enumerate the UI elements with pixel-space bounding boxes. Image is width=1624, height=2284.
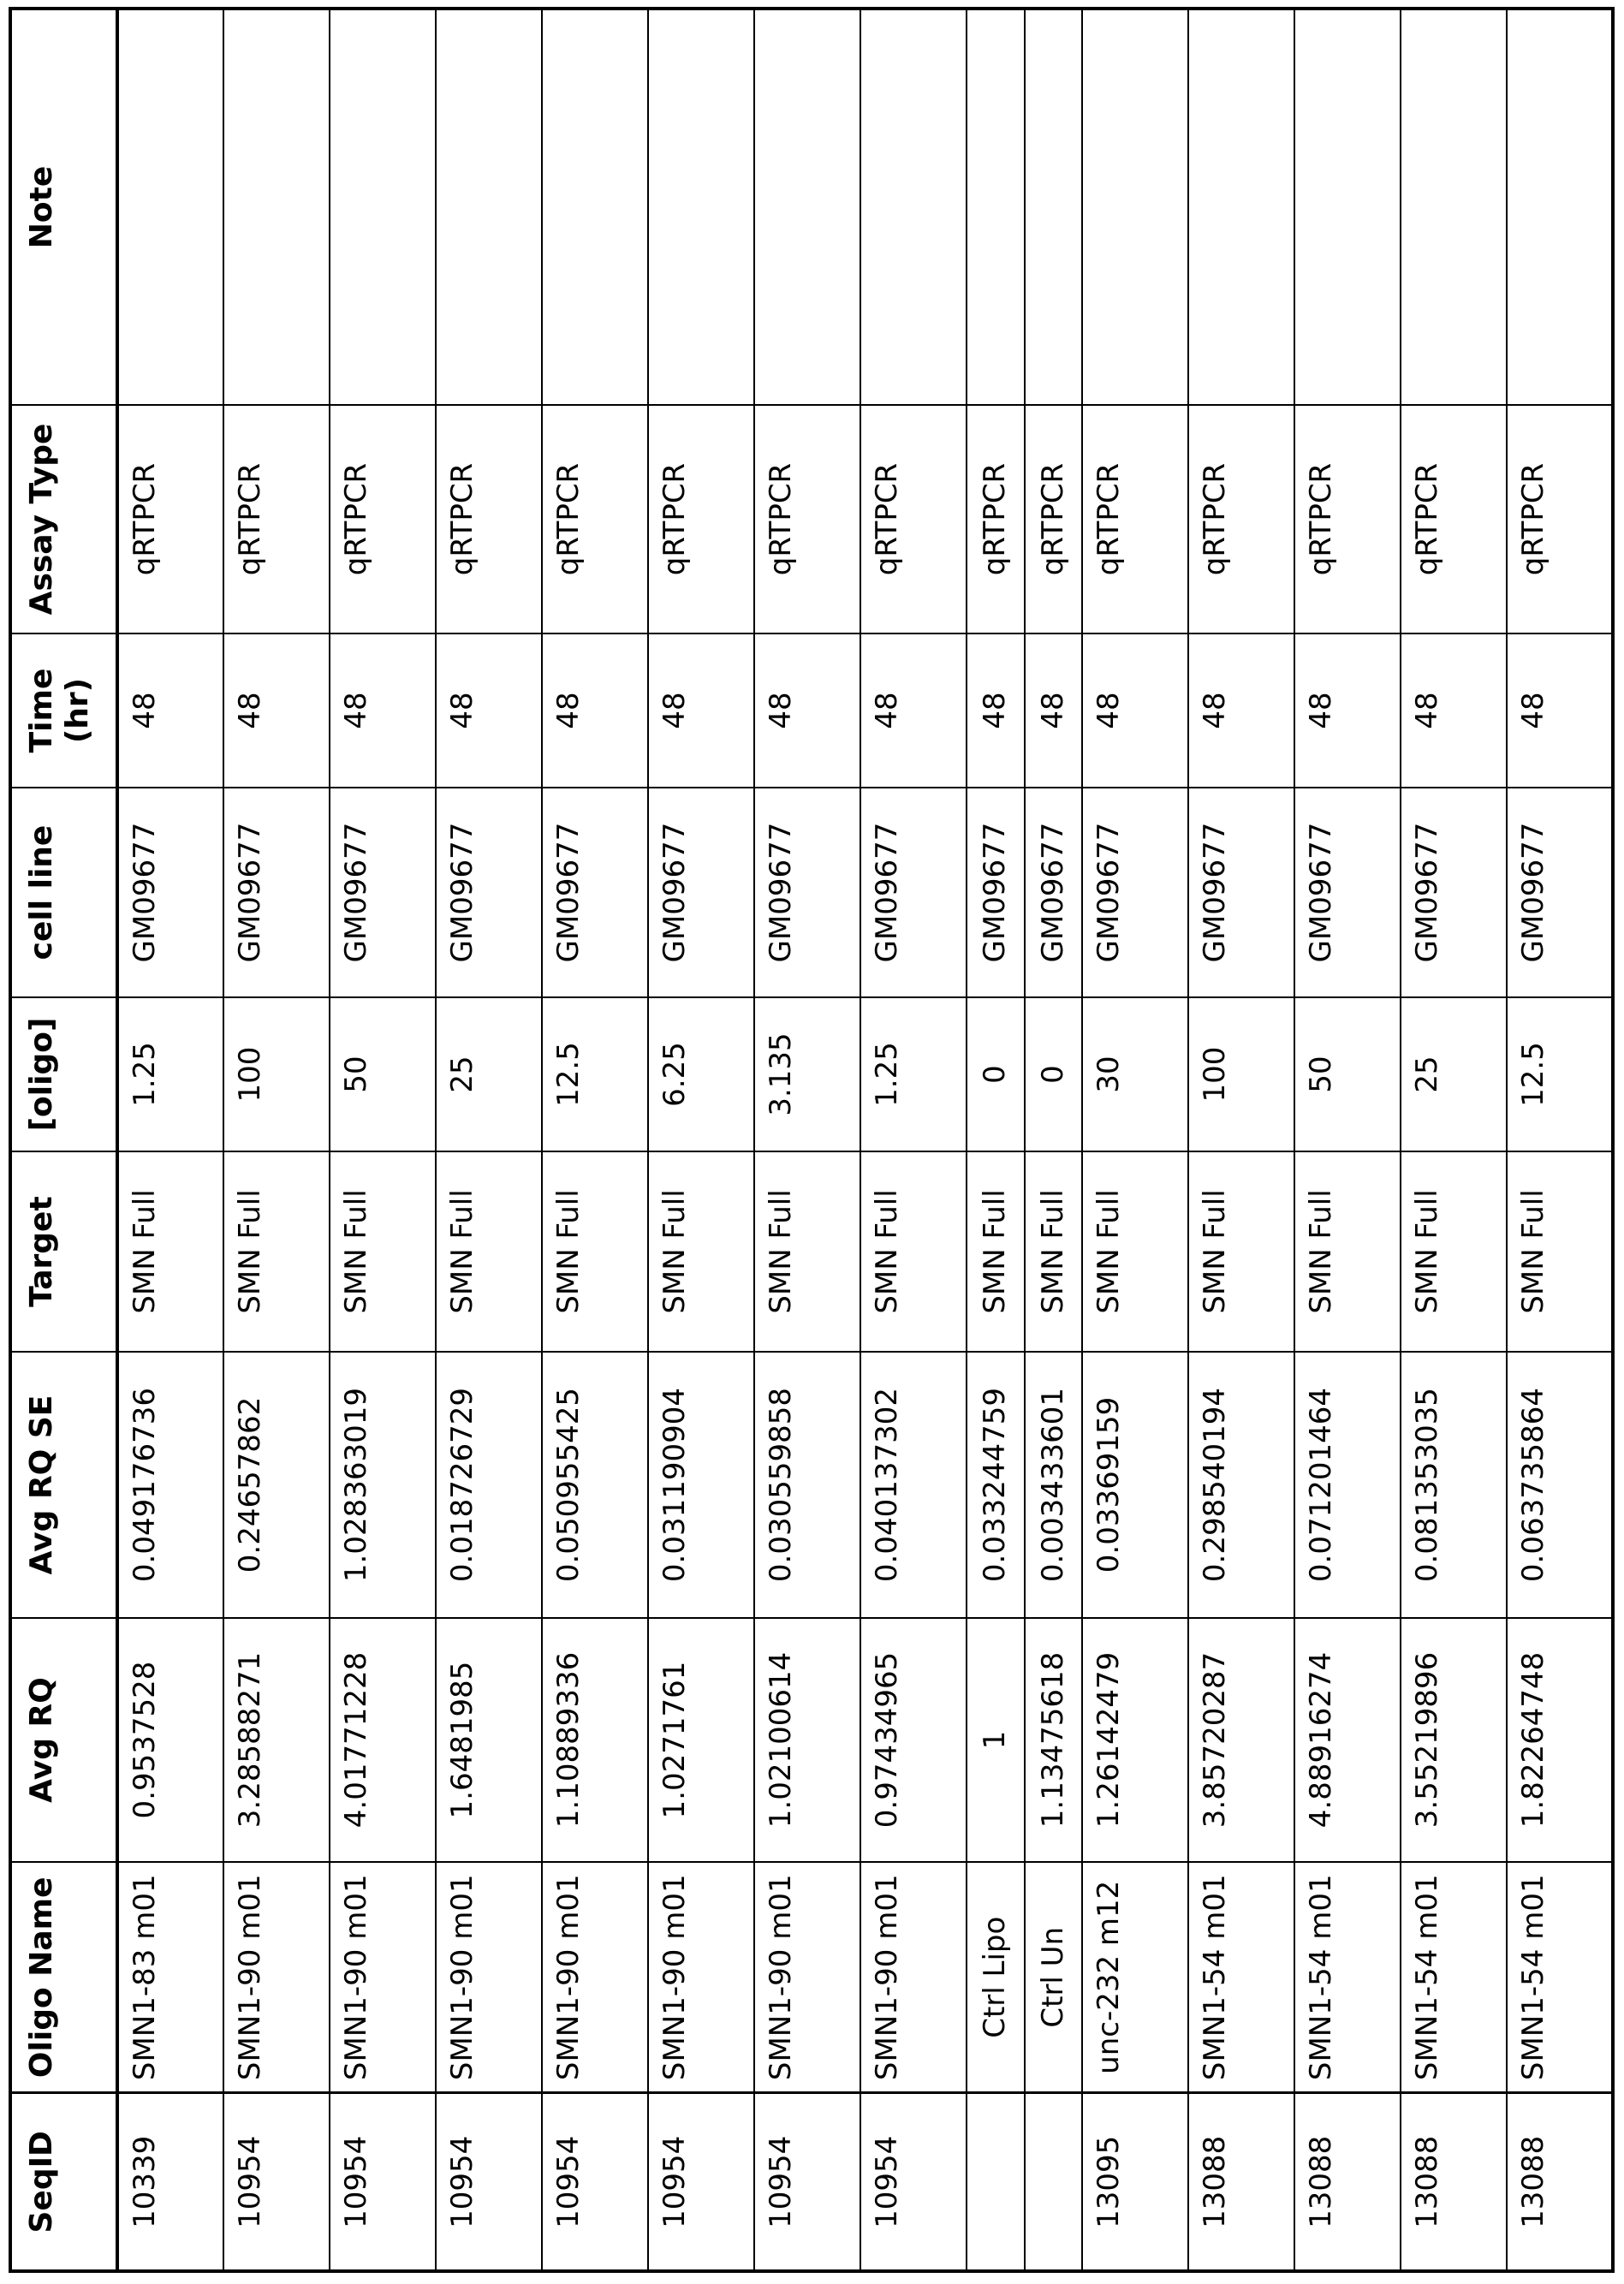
cell-target: SMN Full (330, 1151, 436, 1352)
header-cell-line: cell line (10, 788, 117, 997)
cell-time: 48 (648, 633, 754, 788)
cell-oligo-name: SMN1-90 m01 (648, 1862, 754, 2093)
cell-cell-line: GM09677 (436, 788, 542, 997)
cell-avg-rq: 1.6481985 (436, 1618, 542, 1862)
cell-oligo-conc: 50 (1294, 997, 1401, 1151)
header-time: Time (hr) (10, 633, 117, 788)
table-body (117, 9, 1613, 2271)
cell-cell-line: GM09677 (754, 788, 860, 997)
cell-time: 48 (754, 633, 860, 788)
cell-cell-line: GM09677 (648, 788, 754, 997)
table-row (223, 9, 330, 2271)
cell-oligo-conc: 1.25 (860, 997, 967, 1151)
cell-assay-type: qRTPCR (330, 405, 436, 633)
table-row (967, 9, 1025, 2271)
cell-time: 48 (1507, 633, 1613, 788)
cell-cell-line: GM09677 (1082, 788, 1188, 997)
rotated-table-container (9, 10, 1614, 2273)
table-row (860, 9, 967, 2271)
cell-oligo-name: SMN1-54 m01 (1507, 1862, 1613, 2093)
cell-avg-rq: 0.97434965 (860, 1618, 967, 1862)
cell-avg-rq-se: 0.031190904 (648, 1352, 754, 1618)
cell-assay-type: qRTPCR (117, 405, 223, 633)
cell-assay-type: qRTPCR (1401, 405, 1507, 633)
table-row (330, 9, 436, 2271)
cell-assay-type: qRTPCR (1507, 405, 1613, 633)
cell-oligo-name: SMN1-54 m01 (1188, 1862, 1294, 2093)
cell-seqid: 10954 (436, 2093, 542, 2271)
header-row (10, 9, 117, 2271)
cell-oligo-name: SMN1-83 m01 (117, 1862, 223, 2093)
cell-note (542, 9, 648, 405)
cell-oligo-name: SMN1-90 m01 (754, 1862, 860, 2093)
cell-cell-line: GM09677 (330, 788, 436, 997)
header-assay-type: Assay Type (10, 405, 117, 633)
cell-seqid: 10954 (223, 2093, 330, 2271)
cell-time: 48 (1082, 633, 1188, 788)
cell-oligo-name: Ctrl Lipo (967, 1862, 1025, 2093)
cell-oligo-name: SMN1-90 m01 (223, 1862, 330, 2093)
cell-seqid: 13088 (1507, 2093, 1613, 2271)
cell-note (1082, 9, 1188, 405)
cell-seqid (1025, 2093, 1082, 2271)
cell-time: 48 (1401, 633, 1507, 788)
cell-time: 48 (330, 633, 436, 788)
cell-target: SMN Full (542, 1151, 648, 1352)
cell-seqid: 10954 (754, 2093, 860, 2271)
cell-seqid: 10954 (542, 2093, 648, 2271)
cell-avg-rq-se: 0.040137302 (860, 1352, 967, 1618)
cell-note (1294, 9, 1401, 405)
cell-avg-rq: 0.9537528 (117, 1618, 223, 1862)
cell-cell-line: GM09677 (860, 788, 967, 997)
cell-oligo-conc: 0 (967, 997, 1025, 1151)
cell-oligo-conc: 50 (330, 997, 436, 1151)
cell-oligo-name: SMN1-90 m01 (860, 1862, 967, 2093)
cell-oligo-conc: 30 (1082, 997, 1188, 1151)
cell-note (117, 9, 223, 405)
cell-time: 48 (542, 633, 648, 788)
cell-avg-rq: 4.01771228 (330, 1618, 436, 1862)
cell-avg-rq: 1.13475618 (1025, 1618, 1082, 1862)
header-seqid: SeqID (10, 2093, 117, 2271)
cell-assay-type: qRTPCR (754, 405, 860, 633)
cell-cell-line: GM09677 (1188, 788, 1294, 997)
cell-target: SMN Full (223, 1151, 330, 1352)
cell-assay-type: qRTPCR (223, 405, 330, 633)
cell-target: SMN Full (648, 1151, 754, 1352)
cell-oligo-conc: 0 (1025, 997, 1082, 1151)
cell-cell-line: GM09677 (1025, 788, 1082, 997)
cell-oligo-name: Ctrl Un (1025, 1862, 1082, 2093)
cell-target: SMN Full (436, 1151, 542, 1352)
cell-oligo-conc: 25 (436, 997, 542, 1151)
cell-assay-type: qRTPCR (860, 405, 967, 633)
cell-seqid: 10954 (330, 2093, 436, 2271)
cell-cell-line: GM09677 (1401, 788, 1507, 997)
cell-note (860, 9, 967, 405)
cell-note (1025, 9, 1082, 405)
table-row (1294, 9, 1401, 2271)
cell-avg-rq-se: 0.030559858 (754, 1352, 860, 1618)
cell-avg-rq-se: 1.028363019 (330, 1352, 436, 1618)
cell-avg-rq-se: 0.018726729 (436, 1352, 542, 1618)
cell-note (436, 9, 542, 405)
cell-avg-rq-se: 0.033244759 (967, 1352, 1025, 1618)
cell-time: 48 (117, 633, 223, 788)
table-row (1188, 9, 1294, 2271)
cell-oligo-conc: 12.5 (542, 997, 648, 1151)
cell-note (330, 9, 436, 405)
cell-cell-line: GM09677 (542, 788, 648, 997)
cell-avg-rq-se: 0.071201464 (1294, 1352, 1401, 1618)
cell-seqid: 13088 (1294, 2093, 1401, 2271)
results-table (9, 7, 1615, 2273)
cell-avg-rq: 3.28588271 (223, 1618, 330, 1862)
cell-oligo-name: SMN1-54 m01 (1294, 1862, 1401, 2093)
cell-assay-type: qRTPCR (436, 405, 542, 633)
cell-target: SMN Full (1188, 1151, 1294, 1352)
cell-oligo-name: SMN1-90 m01 (436, 1862, 542, 2093)
cell-time: 48 (1025, 633, 1082, 788)
header-target: Target (10, 1151, 117, 1352)
cell-seqid: 13088 (1188, 2093, 1294, 2271)
cell-avg-rq-se: 0.049176736 (117, 1352, 223, 1618)
cell-assay-type: qRTPCR (648, 405, 754, 633)
cell-assay-type: qRTPCR (967, 405, 1025, 633)
cell-target: SMN Full (860, 1151, 967, 1352)
header-oligo-name: Oligo Name (10, 1862, 117, 2093)
cell-avg-rq-se: 0.298540194 (1188, 1352, 1294, 1618)
cell-oligo-conc: 1.25 (117, 997, 223, 1151)
cell-avg-rq: 1 (967, 1618, 1025, 1862)
cell-cell-line: GM09677 (1294, 788, 1401, 997)
cell-avg-rq: 1.10889336 (542, 1618, 648, 1862)
cell-time: 48 (860, 633, 967, 788)
cell-time: 48 (223, 633, 330, 788)
table-row (1025, 9, 1082, 2271)
table-row (117, 9, 223, 2271)
cell-assay-type: qRTPCR (1025, 405, 1082, 633)
cell-target: SMN Full (967, 1151, 1025, 1352)
cell-oligo-name: unc-232 m12 (1082, 1862, 1188, 2093)
cell-assay-type: qRTPCR (1082, 405, 1188, 633)
cell-oligo-conc: 3.135 (754, 997, 860, 1151)
cell-oligo-name: SMN1-90 m01 (542, 1862, 648, 2093)
cell-avg-rq: 1.02100614 (754, 1618, 860, 1862)
cell-oligo-conc: 100 (1188, 997, 1294, 1151)
table-row (542, 9, 648, 2271)
cell-assay-type: qRTPCR (542, 405, 648, 633)
cell-target: SMN Full (1401, 1151, 1507, 1352)
header-avg-rq: Avg RQ (10, 1618, 117, 1862)
cell-seqid: 10954 (860, 2093, 967, 2271)
header-note: Note (10, 9, 117, 405)
cell-avg-rq-se: 0.003433601 (1025, 1352, 1082, 1618)
cell-target: SMN Full (1025, 1151, 1082, 1352)
cell-avg-rq: 4.88916274 (1294, 1618, 1401, 1862)
cell-note (754, 9, 860, 405)
cell-avg-rq-se: 0.24657862 (223, 1352, 330, 1618)
cell-oligo-conc: 6.25 (648, 997, 754, 1151)
cell-cell-line: GM09677 (967, 788, 1025, 997)
cell-target: SMN Full (1507, 1151, 1613, 1352)
cell-note (1188, 9, 1294, 405)
cell-seqid: 10954 (648, 2093, 754, 2271)
cell-note (223, 9, 330, 405)
cell-avg-rq-se: 0.03369159 (1082, 1352, 1188, 1618)
cell-seqid: 13088 (1401, 2093, 1507, 2271)
cell-time: 48 (967, 633, 1025, 788)
cell-time: 48 (1188, 633, 1294, 788)
cell-avg-rq-se: 0.050955425 (542, 1352, 648, 1618)
cell-cell-line: GM09677 (1507, 788, 1613, 997)
table-row (1082, 9, 1188, 2271)
cell-oligo-name: SMN1-90 m01 (330, 1862, 436, 2093)
cell-oligo-conc: 12.5 (1507, 997, 1613, 1151)
cell-oligo-conc: 100 (223, 997, 330, 1151)
table-row (436, 9, 542, 2271)
cell-avg-rq-se: 0.081353035 (1401, 1352, 1507, 1618)
cell-avg-rq-se: 0.063735864 (1507, 1352, 1613, 1618)
cell-avg-rq: 3.55219896 (1401, 1618, 1507, 1862)
cell-avg-rq: 1.0271761 (648, 1618, 754, 1862)
table-row (1507, 9, 1613, 2271)
cell-avg-rq: 1.26142479 (1082, 1618, 1188, 1862)
cell-note (648, 9, 754, 405)
cell-avg-rq: 1.82264748 (1507, 1618, 1613, 1862)
cell-note (1401, 9, 1507, 405)
cell-assay-type: qRTPCR (1294, 405, 1401, 633)
cell-avg-rq: 3.85720287 (1188, 1618, 1294, 1862)
cell-seqid (967, 2093, 1025, 2271)
cell-note (967, 9, 1025, 405)
cell-target: SMN Full (1082, 1151, 1188, 1352)
cell-seqid: 13095 (1082, 2093, 1188, 2271)
cell-target: SMN Full (1294, 1151, 1401, 1352)
cell-note (1507, 9, 1613, 405)
table-row (1401, 9, 1507, 2271)
cell-seqid: 10339 (117, 2093, 223, 2271)
cell-assay-type: qRTPCR (1188, 405, 1294, 633)
cell-cell-line: GM09677 (223, 788, 330, 997)
cell-time: 48 (436, 633, 542, 788)
cell-oligo-conc: 25 (1401, 997, 1507, 1151)
cell-target: SMN Full (117, 1151, 223, 1352)
table-row (754, 9, 860, 2271)
cell-target: SMN Full (754, 1151, 860, 1352)
header-avg-rq-se: Avg RQ SE (10, 1352, 117, 1618)
table-row (648, 9, 754, 2271)
cell-cell-line: GM09677 (117, 788, 223, 997)
cell-time: 48 (1294, 633, 1401, 788)
header-oligo-conc: [oligo] (10, 997, 117, 1151)
cell-oligo-name: SMN1-54 m01 (1401, 1862, 1507, 2093)
